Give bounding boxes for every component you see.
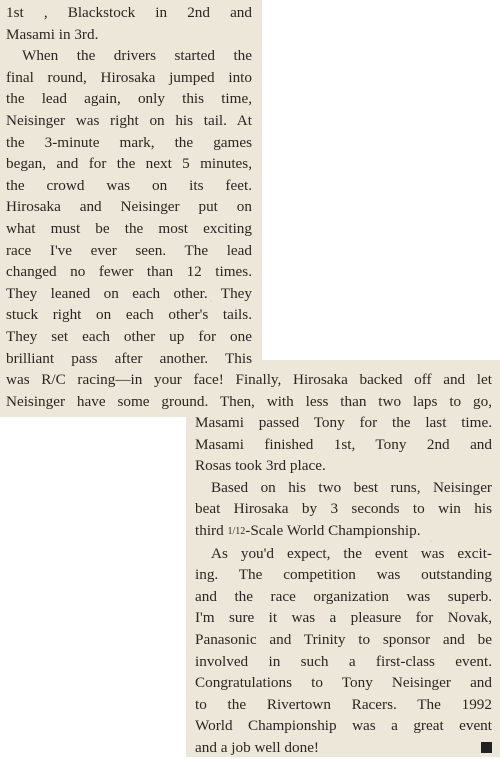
text-line: Panasonic and Trinity to sponsor and be [195, 630, 492, 648]
text-line-final [195, 737, 492, 759]
text-line: to the Rivertown Racers. The 1992 [195, 695, 492, 713]
text-line [195, 520, 492, 543]
text-line: Neisinger have some ground. Then, with less than two laps to go, [6, 392, 492, 410]
text-line: beat Hirosaka by 3 seconds to win his [195, 500, 492, 518]
text-line: As you'd expect, the event was excit- [211, 544, 492, 562]
end-of-article-square-icon [481, 742, 492, 753]
text-line: Masami finished 1st, Tony 2nd and [195, 435, 492, 453]
text-line: They set each other up for one [6, 327, 252, 345]
article-column-left [6, 2, 252, 369]
text-line: Congratulations to Tony Neisinger and [195, 674, 492, 692]
article-column-right [195, 412, 492, 759]
text-line: Masami passed Tony for the last time. [195, 414, 492, 431]
text-line: Based on his two best runs, Neisinger [211, 478, 492, 496]
text-line: the 3-minute mark, the games [6, 133, 252, 151]
text-fragment: and a job well done! [195, 738, 319, 756]
article-full-width-lines [6, 369, 492, 412]
text-line: brilliant pass after another. This [6, 349, 252, 367]
text-line: ing. The competition was outstanding [195, 566, 492, 584]
text-line: Neisinger was right on his tail. At [6, 111, 252, 129]
text-line: the lead again, only this time, [6, 90, 252, 108]
text-line: They leaned on each other. They [6, 284, 252, 302]
text-line: Rosas took 3rd place. [195, 457, 326, 475]
text-line: involved in such a first-class event. [195, 652, 492, 670]
text-line: World Championship was a great event [195, 717, 492, 735]
blank-area-top-right [262, 0, 500, 360]
text-line: began, and for the next 5 minutes, [6, 155, 252, 173]
text-fragment: -Scale World Championship. [245, 521, 421, 539]
text-line: the crowd was on its feet. [6, 176, 252, 194]
text-line: race I've ever seen. The lead [6, 241, 252, 259]
blank-area-bottom-left [0, 417, 186, 757]
text-line: Masami in 3rd. [6, 25, 99, 43]
text-line: stuck right on each other's tails. [6, 306, 252, 324]
text-line: final round, Hirosaka jumped into [6, 68, 252, 86]
text-line: When the drivers started the [22, 47, 252, 65]
text-line: and the race organization was superb. [195, 587, 492, 605]
text-line: Hirosaka and Neisinger put on [6, 198, 252, 216]
text-line: was R/C racing—in your face! Finally, Hirosaka backed off and let [6, 371, 492, 388]
text-line: what must be the most exciting [6, 219, 252, 237]
text-line: 1st , Blackstock in 2nd and [6, 4, 252, 21]
text-line: changed no fewer than 12 times. [6, 263, 252, 281]
scale-fraction: 1/12 [227, 525, 246, 537]
text-line: I'm sure it was a pleasure for Novak, [195, 609, 492, 627]
text-fragment: third [195, 521, 228, 539]
